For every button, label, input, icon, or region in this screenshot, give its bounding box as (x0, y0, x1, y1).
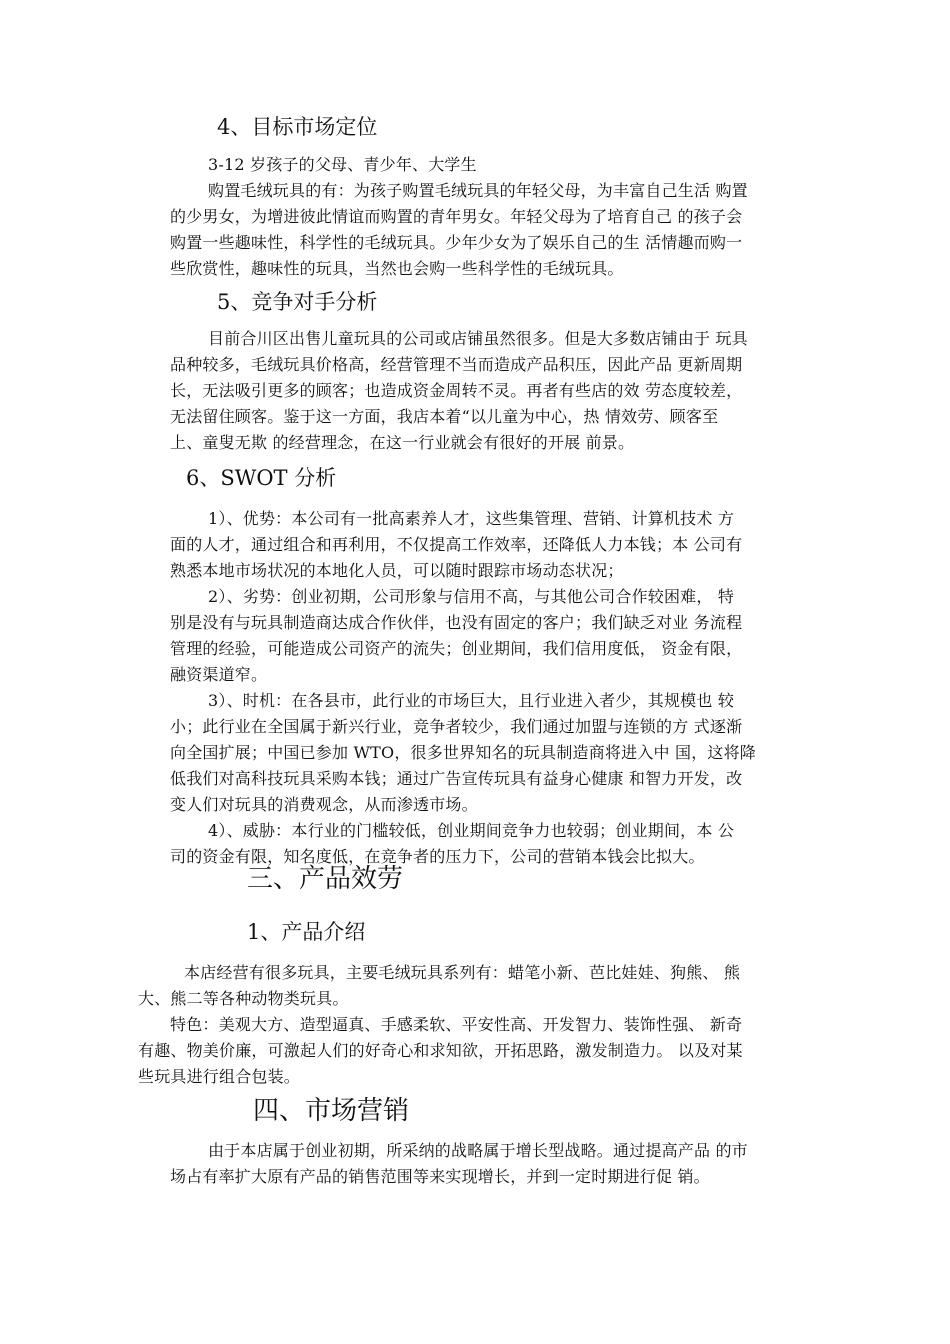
paragraph-line: 特色：美观大方、造型逼真、手感柔软、平安性高、开发智力、装饰性强、 新奇 (170, 1015, 743, 1034)
paragraph-line: 些欣赏性，趣味性的玩具，当然也会购一些科学性的毛绒玩具。 (170, 259, 624, 278)
section-heading-target-market: 4、目标市场定位 (217, 115, 378, 139)
section-heading-competitor-analysis: 5、竞争对手分析 (217, 290, 378, 314)
paragraph-line: 的少男女，为增进彼此情谊而购置的青年男女。年轻父母为了培育自己 的孩子会 (170, 207, 743, 226)
paragraph-line: 小；此行业在全国属于新兴行业，竞争者较少，我们通过加盟与连锁的方 式逐渐 (170, 717, 743, 736)
paragraph-line: 变人们对玩具的消费观念，从而渗透市场。 (170, 795, 478, 814)
chapter-heading-marketing: 四、市场营销 (253, 1096, 410, 1126)
paragraph-line: 融资渠道窄。 (170, 665, 268, 684)
paragraph-line: 2）、劣势：创业初期，公司形象与信用不高，与其他公司合作较困难， 特 (208, 587, 735, 606)
paragraph-line: 3-12 岁孩子的父母、青少年、大学生 (208, 155, 477, 174)
paragraph-line: 3）、时机：在各县市，此行业的市场巨大，且行业进入者少，其规模也 较 (208, 691, 735, 710)
paragraph-line: 有趣、物美价廉，可激起人们的好奇心和求知欲，开拓思路，激发制造力。 以及对某 (138, 1041, 743, 1060)
paragraph-line: 向全国扩展；中国已参加 WTO，很多世界知名的玩具制造商将进入中 国，这将降 (170, 743, 757, 762)
paragraph-line: 购置毛绒玩具的有：为孩子购置毛绒玩具的年轻父母，为丰富自己生活 购置 (208, 181, 748, 200)
paragraph-line: 司的资金有限，知名度低，在竞争者的压力下，公司的营销本钱会比拟大。 (170, 847, 705, 866)
paragraph-line: 上、童叟无欺 的经营理念，在这一行业就会有很好的开展 前景。 (170, 433, 635, 452)
paragraph-line: 低我们对高科技玩具采购本钱；通过广告宣传玩具有益身心健康 和智力开发，改 (170, 769, 743, 788)
paragraph-line: 无法留住顾客。鉴于这一方面，我店本着“以儿童为中心，热 情效劳、顾客至 (170, 407, 719, 426)
paragraph-line: 购置一些趣味性，科学性的毛绒玩具。少年少女为了娱乐自己的生 活情趣而购一 (170, 233, 743, 252)
paragraph-line: 些玩具进行组合包装。 (138, 1067, 301, 1086)
section-heading-product-intro: 1、产品介绍 (247, 920, 366, 944)
section-heading-swot: 6、SWOT 分析 (186, 466, 337, 490)
paragraph-line: 1）、优势：本公司有一批高素养人才，这些集管理、营销、计算机技术 方 (208, 509, 735, 528)
paragraph-line: 品种较多，毛绒玩具价格高，经营管理不当而造成产品积压，因此产品 更新周期 (170, 355, 743, 374)
paragraph-line: 本店经营有很多玩具，主要毛绒玩具系列有：蜡笔小新、芭比娃娃、狗熊、 熊 (184, 963, 741, 982)
paragraph-line: 由于本店属于创业初期，所采纳的战略属于增长型战略。通过提高产品 的市 (208, 1141, 748, 1160)
paragraph-line: 大、熊二等各种动物类玩具。 (138, 989, 349, 1008)
paragraph-line: 管理的经验，可能造成公司资产的流失；创业期间，我们信用度低， 资金有限， (170, 639, 743, 658)
paragraph-line: 目前合川区出售儿童玩具的公司或店铺虽然很多。但是大多数店铺由于 玩具 (208, 329, 748, 348)
paragraph-line: 4）、威胁：本行业的门槛较低，创业期间竞争力也较弱；创业期间，本 公 (208, 821, 735, 840)
paragraph-line: 面的人才，通过组合和再利用，不仅提高工作效率，还降低人力本钱；本 公司有 (170, 535, 743, 554)
paragraph-line: 长，无法吸引更多的顾客；也造成资金周转不灵。再者有些店的效 劳态度较差， (170, 381, 743, 400)
paragraph-line: 熟悉本地市场状况的本地化人员，可以随时跟踪市场动态状况； (170, 561, 624, 580)
paragraph-line: 场占有率扩大原有产品的销售范围等来实现增长，并到一定时期进行促 销。 (170, 1167, 710, 1186)
paragraph-line: 别是没有与玩具制造商达成合作伙伴，也没有固定的客户；我们缺乏对业 务流程 (170, 613, 743, 632)
chapter-heading-product-service: 三、产品效劳 (247, 864, 404, 894)
